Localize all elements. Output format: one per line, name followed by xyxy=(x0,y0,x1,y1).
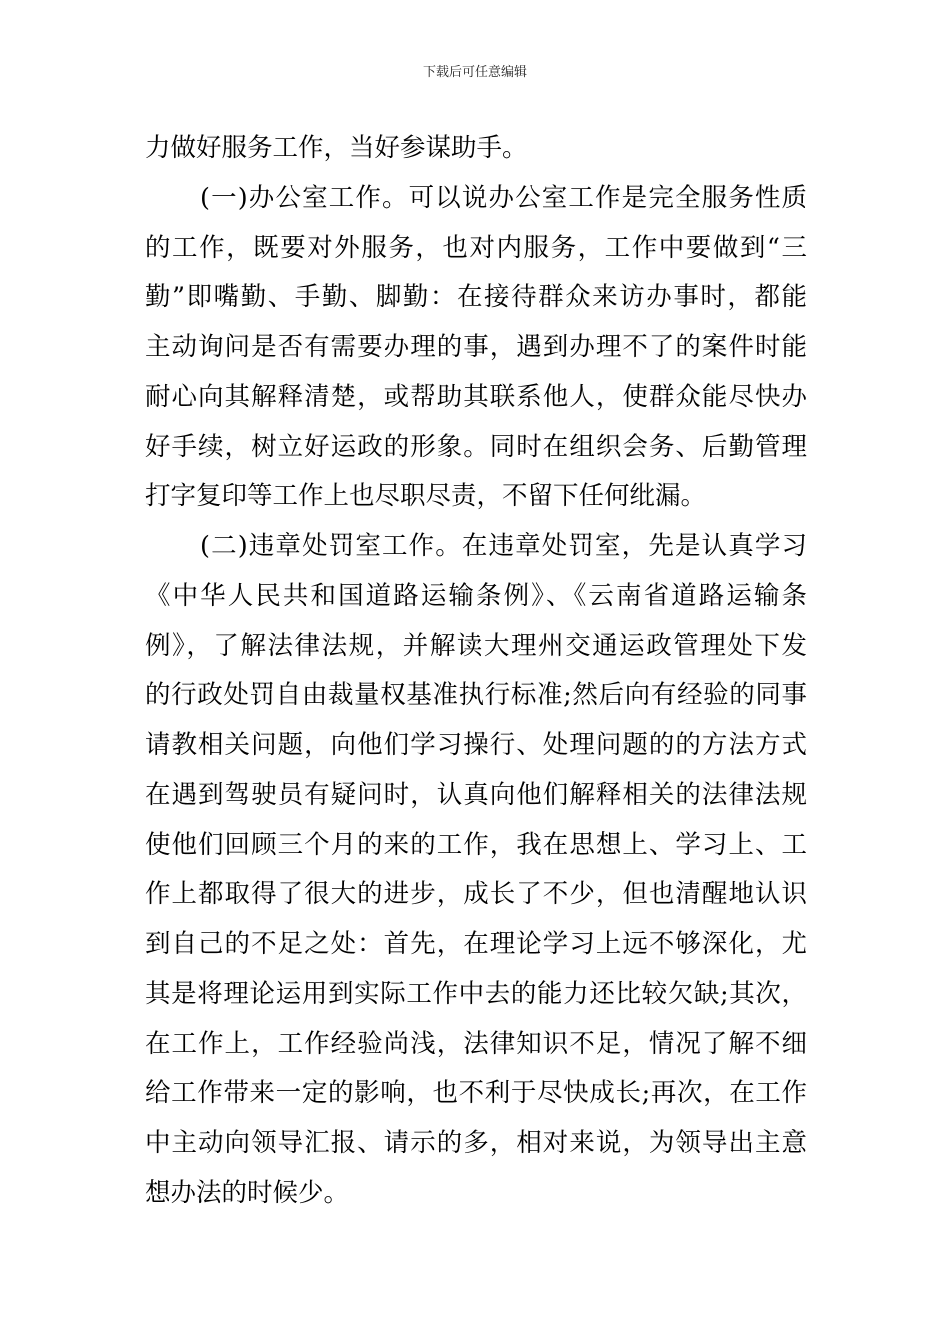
text-line: 打字复印等工作上也尽职尽责，不留下任何纰漏。 xyxy=(145,481,707,512)
text-line: 的工作，既要对外服务，也对内服务，工作中要做到“三 xyxy=(145,232,807,263)
text-line: 使他们回顾三个月的来的工作，我在思想上、学习上、工 xyxy=(145,829,807,860)
text-line: 例》，了解法律法规，并解读大理州交通运政管理处下发 xyxy=(145,630,807,661)
text-line: 力做好服务工作，当好参谋助手。 xyxy=(145,133,528,163)
text-line: 其是将理论运用到实际工作中去的能力还比较欠缺;其次， xyxy=(145,978,807,1009)
text-line: 《中华人民共和国道路运输条例》、《云南省道路运输条 xyxy=(145,580,807,611)
text-line: 主动询问是否有需要办理的事，遇到办理不了的案件时能 xyxy=(145,332,807,362)
text-line: 的行政处罚自由裁量权基准执行标准;然后向有经验的同事 xyxy=(145,680,807,711)
text-line: 作上都取得了很大的进步，成长了不少，但也清醒地认识 xyxy=(145,879,807,910)
text-line: 在遇到驾驶员有疑问时，认真向他们解释相关的法律法规 xyxy=(145,779,807,810)
text-line: 耐心向其解释清楚，或帮助其联系他人，使群众能尽快办 xyxy=(145,381,807,412)
text-line: 在工作上，工作经验尚浅，法律知识不足，情况了解不细 xyxy=(145,1028,807,1059)
text-line: 好手续，树立好运政的形象。同时在组织会务、后勤管理 xyxy=(145,431,807,462)
document-body xyxy=(145,124,807,1219)
text-line: 中主动向领导汇报、请示的多，相对来说，为领导出主意 xyxy=(145,1128,807,1158)
paragraph-start-line: (二)违章处罚室工作。在违章处罚室，先是认真学习 xyxy=(200,531,807,561)
page-header: 下载后可任意编辑 xyxy=(422,65,527,80)
paragraph-start-line: (一)办公室工作。可以说办公室工作是完全服务性质 xyxy=(200,182,807,213)
text-line: 想办法的时候少。 xyxy=(145,1177,350,1208)
text-line: 给工作带来一定的影响，也不利于尽快成长;再次，在工作 xyxy=(145,1078,807,1109)
text-line: 到自己的不足之处：首先，在理论学习上远不够深化，尤 xyxy=(145,929,807,959)
text-line: 请教相关问题，向他们学习操行、处理问题的的方法方式 xyxy=(145,730,807,760)
text-line: 勤”即嘴勤、手勤、脚勤：在接待群众来访办事时，都能 xyxy=(145,282,807,313)
